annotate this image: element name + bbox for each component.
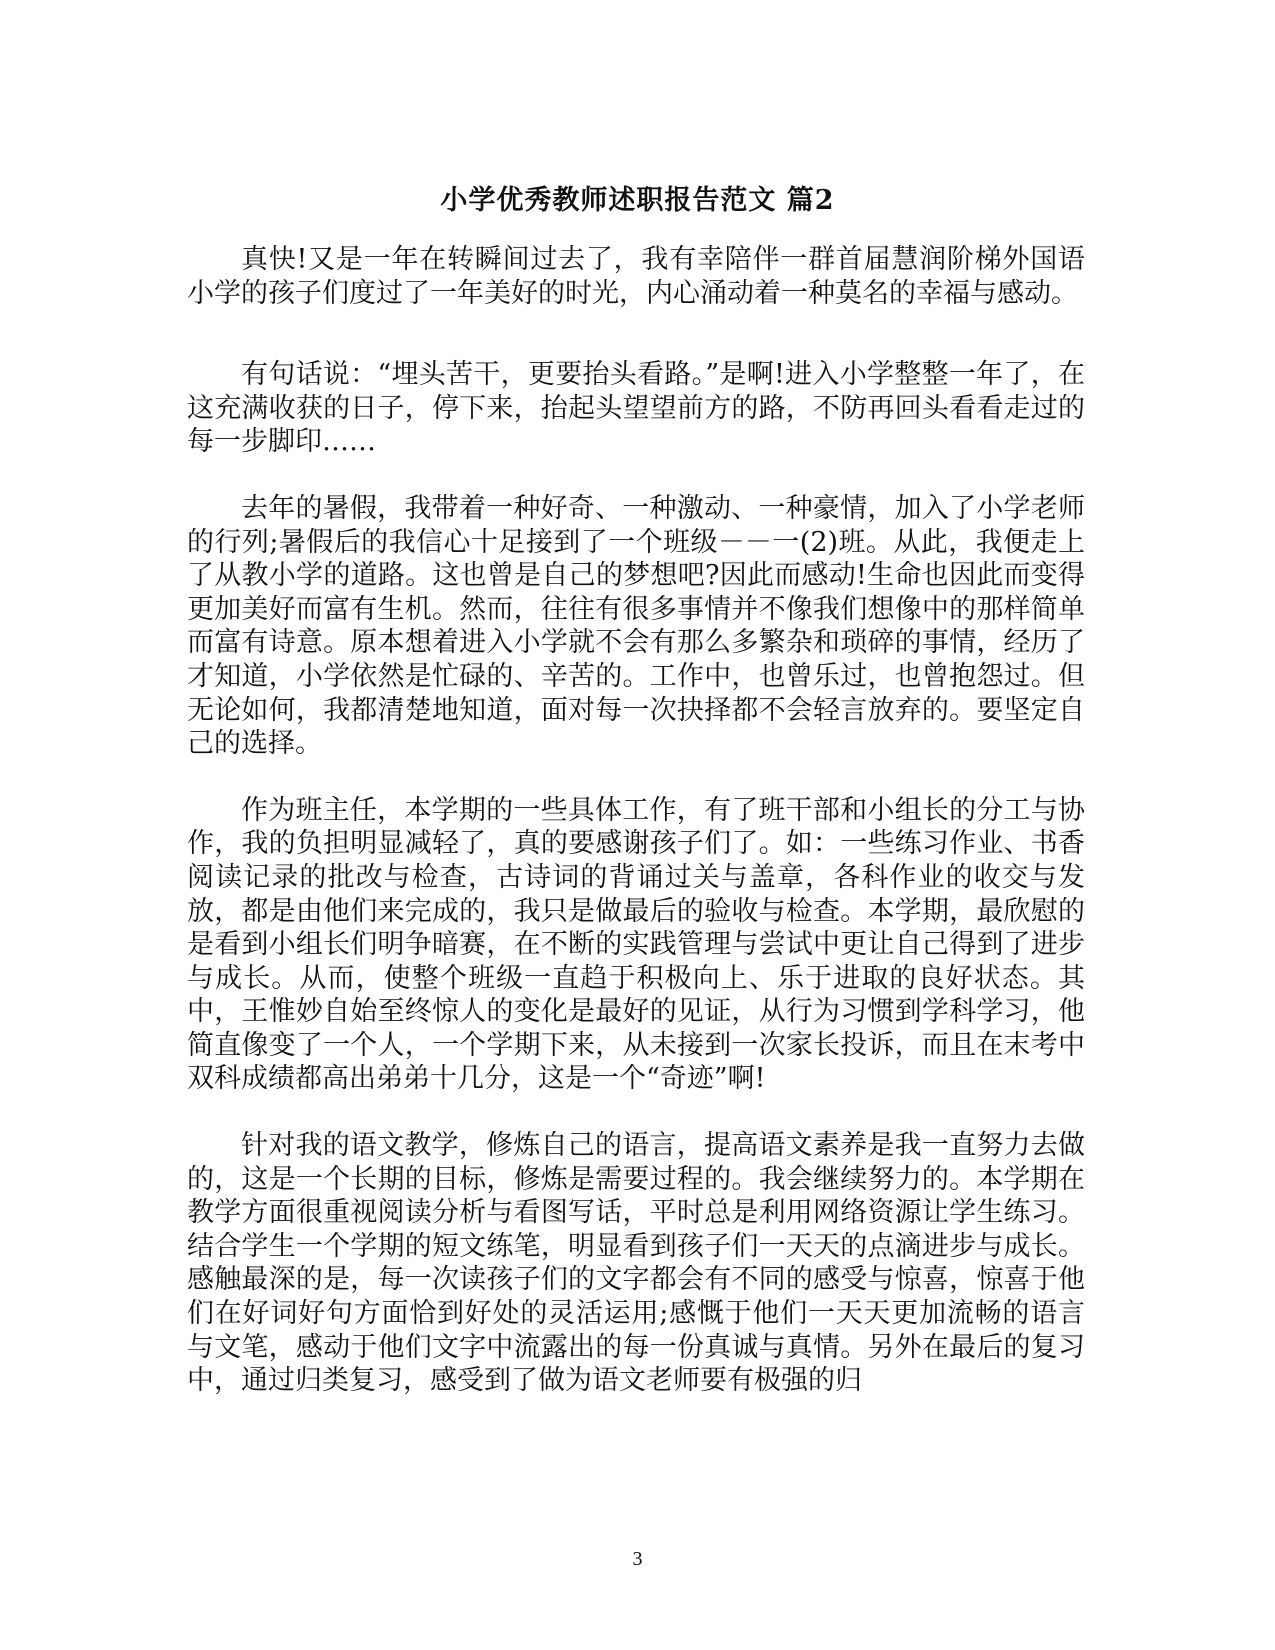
paragraph-5: 针对我的语文教学，修炼自己的语言，提高语文素养是我一直努力去做的，这是一个长期的目标，修炼是需要过程的。我会继续努力的。本学期在教学方面很重视阅读分析与看图写话，平时总是利用网络资源让学生练习。结合学生一个学期的短文练笔，明显看到孩子们一天天的点滴进步与成长。感触最深的是，每一次读孩子们的文字都会有不同的感受与惊喜，惊喜于他们在好词好句方面恰到好处的灵活运用;感慨于他们一天天更加流畅的语言与文笔，感动于他们文字中流露出的每一份真诚与真情。另外在最后的复习中，通过归类复习，感受到了做为语文老师要有极强的归: [187, 1130, 1085, 1397]
paragraph-2: 有句话说：“埋头苦干，更要抬头看路。”是啊!进入小学整整一年了，在这充满收获的日子，停下来，抬起头望望前方的路，不防再回头看看走过的每一步脚印……: [187, 359, 1085, 458]
document-body: [187, 243, 1085, 1431]
paragraph-3: 去年的暑假，我带着一种好奇、一种激动、一种豪情，加入了小学老师的行列;暑假后的我信心十足接到了一个班级－－一(2)班。从此，我便走上了从教小学的道路。这也曾是自己的梦想吧?因此而感动!生命也因此而变得更加美好而富有生机。然而，往往有很多事情并不像我们想像中的那样简单而富有诗意。原本想着进入小学就不会有那么多繁杂和琐碎的事情，经历了才知道，小学依然是忙碌的、辛苦的。工作中，也曾乐过，也曾抱怨过。但无论如何，我都清楚地知道，面对每一次抉择都不会轻言放弃的。要坚定自己的选择。: [187, 492, 1085, 760]
paragraph-4: 作为班主任，本学期的一些具体工作，有了班干部和小组长的分工与协作，我的负担明显减轻了，真的要感谢孩子们了。如：一些练习作业、书香阅读记录的批改与检查，古诗词的背诵过关与盖章，各科作业的收交与发放，都是由他们来完成的，我只是做最后的验收与检查。本学期，最欣慰的是看到小组长们明争暗赛，在不断的实践管理与尝试中更让自己得到了进步与成长。从而，使整个班级一直趋于积极向上、乐于进取的良好状态。其中，王惟妙自始至终惊人的变化是最好的见证，从行为习惯到学科学习，他简直像变了一个人，一个学期下来，从未接到一次家长投诉，而且在末考中双科成绩都高出弟弟十几分，这是一个“奇迹”啊!: [187, 794, 1085, 1095]
paragraph-1: 真快!又是一年在转瞬间过去了，我有幸陪伴一群首届慧润阶梯外国语小学的孩子们度过了一年美好的时光，内心涌动着一种莫名的幸福与感动。: [187, 244, 1085, 309]
page-number: 3: [632, 1548, 643, 1570]
document-title: 小学优秀教师述职报告范文 篇2: [440, 185, 835, 216]
